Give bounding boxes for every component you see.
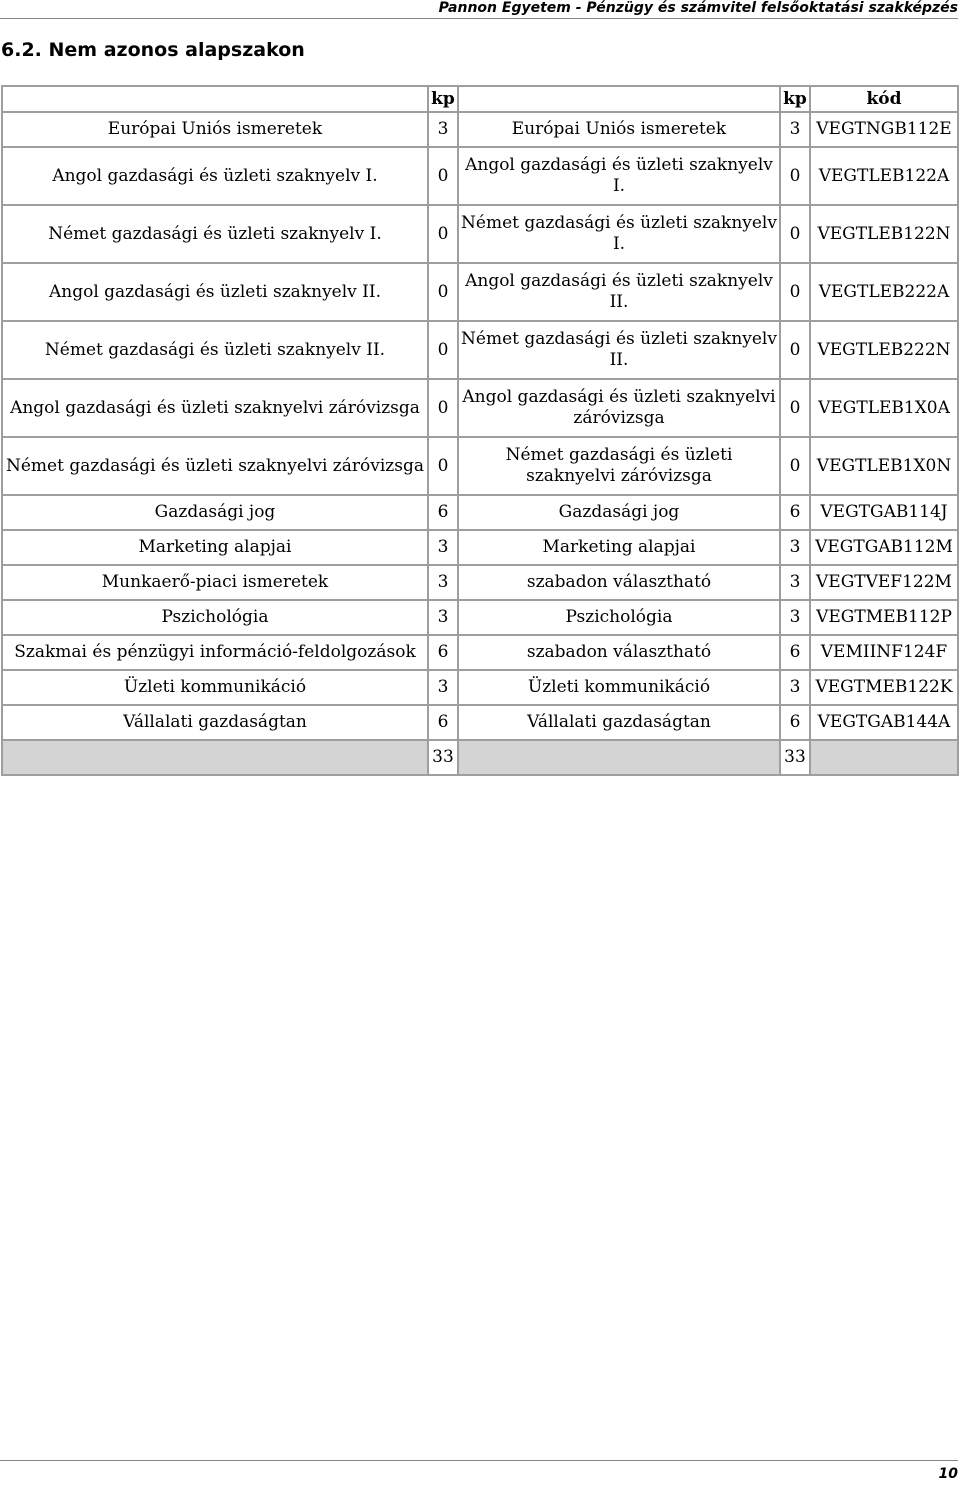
- document-header: Pannon Egyetem - Pénzügy és számvitel felsőoktatási szakképzés: [0, 0, 958, 19]
- course-name-original: Angol gazdasági és üzleti szaknyelvi záróvizsga: [2, 379, 428, 437]
- course-name-original: Angol gazdasági és üzleti szaknyelv II.: [2, 263, 428, 321]
- table-row: [2, 495, 958, 530]
- course-name-equivalent: Német gazdasági és üzleti szaknyelv I.: [458, 205, 780, 263]
- credit-equivalent: 0: [780, 321, 810, 379]
- course-name-equivalent: Német gazdasági és üzleti szaknyelvi záróvizsga: [458, 437, 780, 495]
- course-name-equivalent: Európai Uniós ismeretek: [458, 112, 780, 147]
- credit-original: 6: [428, 495, 458, 530]
- course-name-original: Német gazdasági és üzleti szaknyelv II.: [2, 321, 428, 379]
- course-code: VEGTLEB222N: [810, 321, 958, 379]
- page-number: 10: [938, 1466, 958, 1482]
- credit-original: 0: [428, 379, 458, 437]
- header-kp-2: kp: [780, 86, 810, 112]
- table-row: [2, 147, 958, 205]
- course-name-original: Üzleti kommunikáció: [2, 670, 428, 705]
- course-name-original: Gazdasági jog: [2, 495, 428, 530]
- course-name-original: Európai Uniós ismeretek: [2, 112, 428, 147]
- course-name-equivalent: Pszichológia: [458, 600, 780, 635]
- header-code: kód: [810, 86, 958, 112]
- course-code: VEMIINF124F: [810, 635, 958, 670]
- course-code: VEGTNGB112E: [810, 112, 958, 147]
- course-name-equivalent: Marketing alapjai: [458, 530, 780, 565]
- course-code: VEGTLEB1X0A: [810, 379, 958, 437]
- course-name-equivalent: szabadon választható: [458, 635, 780, 670]
- course-code: VEGTMEB122K: [810, 670, 958, 705]
- credit-equivalent: 6: [780, 495, 810, 530]
- credit-original: 6: [428, 705, 458, 740]
- course-code: VEGTMEB112P: [810, 600, 958, 635]
- course-name-original: Marketing alapjai: [2, 530, 428, 565]
- credit-original: 3: [428, 565, 458, 600]
- course-code: VEGTGAB144A: [810, 705, 958, 740]
- credit-equivalent: 3: [780, 112, 810, 147]
- total-kp-2: 33: [780, 740, 810, 775]
- table-row: [2, 321, 958, 379]
- course-name-equivalent: Üzleti kommunikáció: [458, 670, 780, 705]
- course-code: VEGTLEB122A: [810, 147, 958, 205]
- credit-equivalent: 0: [780, 147, 810, 205]
- credit-original: 3: [428, 530, 458, 565]
- header-blank-cell: [2, 86, 428, 112]
- course-code: VEGTVEF122M: [810, 565, 958, 600]
- course-name-original: Angol gazdasági és üzleti szaknyelv I.: [2, 147, 428, 205]
- header-kp-1: kp: [428, 86, 458, 112]
- course-name-original: Pszichológia: [2, 600, 428, 635]
- course-name-equivalent: Angol gazdasági és üzleti szaknyelv I.: [458, 147, 780, 205]
- course-equivalence-table: [1, 85, 959, 776]
- table-row: [2, 437, 958, 495]
- table-row: [2, 263, 958, 321]
- total-kp-1: 33: [428, 740, 458, 775]
- course-name-equivalent: Angol gazdasági és üzleti szaknyelvi záróvizsga: [458, 379, 780, 437]
- credit-equivalent: 6: [780, 705, 810, 740]
- course-name-equivalent: Angol gazdasági és üzleti szaknyelv II.: [458, 263, 780, 321]
- course-name-original: Német gazdasági és üzleti szaknyelv I.: [2, 205, 428, 263]
- course-name-original: Munkaerő-piaci ismeretek: [2, 565, 428, 600]
- credit-equivalent: 3: [780, 565, 810, 600]
- credit-original: 0: [428, 147, 458, 205]
- total-blank-cell: [810, 740, 958, 775]
- credit-original: 3: [428, 112, 458, 147]
- credit-equivalent: 0: [780, 263, 810, 321]
- table-row: [2, 565, 958, 600]
- course-code: VEGTLEB222A: [810, 263, 958, 321]
- course-name-equivalent: Német gazdasági és üzleti szaknyelv II.: [458, 321, 780, 379]
- total-blank-cell: [2, 740, 428, 775]
- course-name-original: Német gazdasági és üzleti szaknyelvi záróvizsga: [2, 437, 428, 495]
- credit-original: 3: [428, 600, 458, 635]
- header-blank-cell: [458, 86, 780, 112]
- credit-equivalent: 3: [780, 600, 810, 635]
- table-header-row: [2, 86, 958, 112]
- credit-equivalent: 6: [780, 635, 810, 670]
- table-row: [2, 530, 958, 565]
- credit-original: 0: [428, 321, 458, 379]
- table-row: [2, 600, 958, 635]
- section-title: 6.2. Nem azonos alapszakon: [1, 39, 305, 61]
- course-name-original: Vállalati gazdaságtan: [2, 705, 428, 740]
- course-name-equivalent: Vállalati gazdaságtan: [458, 705, 780, 740]
- table-row: [2, 635, 958, 670]
- credit-original: 0: [428, 263, 458, 321]
- credit-original: 3: [428, 670, 458, 705]
- course-code: VEGTGAB112M: [810, 530, 958, 565]
- table-row: [2, 670, 958, 705]
- table-row: [2, 112, 958, 147]
- credit-equivalent: 0: [780, 379, 810, 437]
- credit-equivalent: 0: [780, 205, 810, 263]
- table-row: [2, 379, 958, 437]
- credit-equivalent: 3: [780, 530, 810, 565]
- course-name-original: Szakmai és pénzügyi információ-feldolgozások: [2, 635, 428, 670]
- table-row: [2, 705, 958, 740]
- credit-original: 6: [428, 635, 458, 670]
- course-name-equivalent: szabadon választható: [458, 565, 780, 600]
- table-row: [2, 205, 958, 263]
- course-name-equivalent: Gazdasági jog: [458, 495, 780, 530]
- credit-original: 0: [428, 205, 458, 263]
- total-blank-cell: [458, 740, 780, 775]
- credit-equivalent: 0: [780, 437, 810, 495]
- credit-equivalent: 3: [780, 670, 810, 705]
- course-code: VEGTLEB122N: [810, 205, 958, 263]
- footer-rule: [0, 1460, 958, 1461]
- course-code: VEGTLEB1X0N: [810, 437, 958, 495]
- credit-original: 0: [428, 437, 458, 495]
- total-row: [2, 740, 958, 775]
- course-code: VEGTGAB114J: [810, 495, 958, 530]
